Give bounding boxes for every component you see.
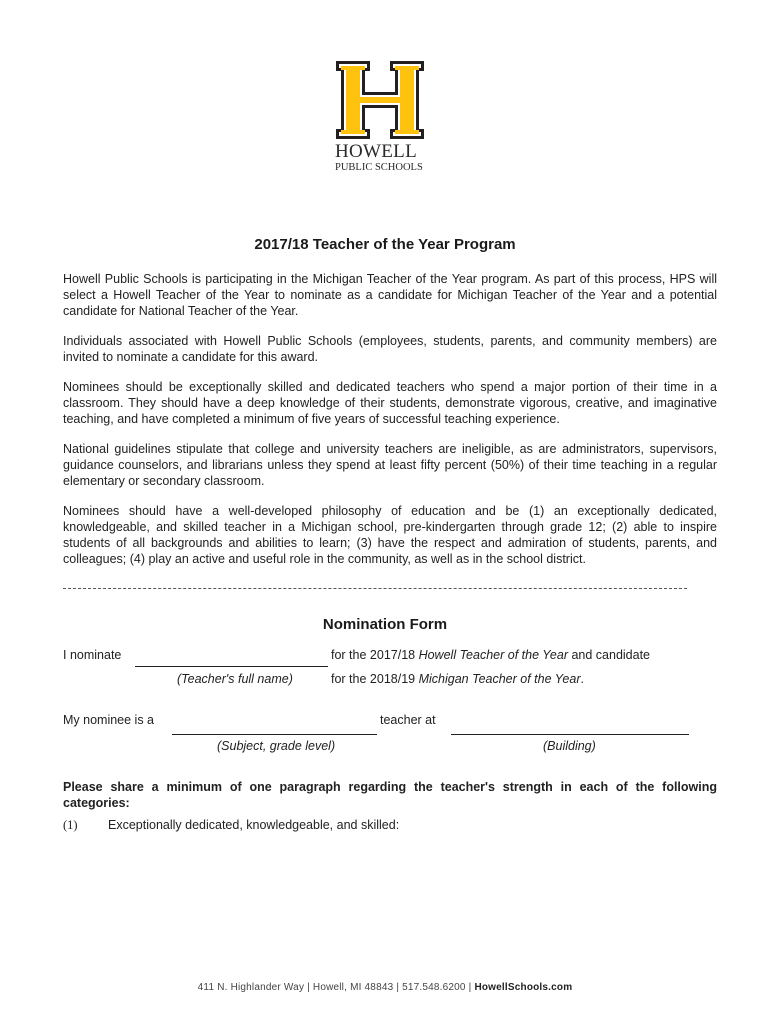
footer-contact [0,982,770,993]
howell-logo [333,60,429,174]
howell-h-logo-icon [335,60,425,140]
instructions-text: Please share a minimum of one paragraph regarding the teacher's strength in each of the following categories: [63,780,717,810]
philosophy-paragraph: Nominees should have a well-developed philosophy of education and be (1) an exceptionally dedicated, knowledgeable, and skilled teacher in a Michigan school, pre-kindergarten through grade 12; (2) able to inspire students of all backgrounds and abilities to learn; (3) have the respect and admiration of students, parents, and colleagues; (4) play an active and useful role in the community, as well as in the school district. [63,504,717,566]
category-number: (1) [63,818,78,832]
guidelines-paragraph: National guidelines stipulate that college and university teachers are ineligible, as are administrators, supervisors, guidance counselors, and librarians unless they spend at least fifty percent (50%) of their time teaching in a regular elementary or secondary classroom. [63,442,717,488]
for-line-michigan: for the 2018/19 Michigan Teacher of the Year. [331,672,584,686]
footer-address: 411 N. Highlander Way | Howell, MI 48843 | 517.548.6200 | [197,982,475,993]
nominee-skills-paragraph: Nominees should be exceptionally skilled and dedicated teachers who spend a major portion of their time in a classroom. They should have a deep knowledge of their students, demonstrate vigorous, creative, and imaginative teaching, and have completed a minimum of five years of successful teaching experience. [63,380,717,426]
nominate-label: I nominate [63,648,122,662]
building-field[interactable] [451,734,689,735]
subject-grade-field[interactable] [172,734,377,735]
building-caption: (Building) [543,739,596,753]
nominee-label: My nominee is a [63,713,155,727]
teacher-name-caption: (Teacher's full name) [177,672,293,686]
subject-caption: (Subject, grade level) [217,739,336,753]
category-label: Exceptionally dedicated, knowledgeable, and skilled: [108,818,400,832]
page-title: 2017/18 Teacher of the Year Program [254,236,516,253]
nomination-form-heading: Nomination Form [322,616,448,633]
footer-website-link[interactable]: HowellSchools.com [474,982,573,993]
teacher-at-label: teacher at [380,713,436,727]
section-divider [63,588,687,589]
teacher-name-field[interactable] [135,666,328,667]
logo-wordmark-public-schools: PUBLIC SCHOOLS [335,162,423,173]
logo-wordmark-howell: HOWELL [335,141,417,162]
for-line-howell: for the 2017/18 Howell Teacher of the Year and candidate [331,648,650,662]
eligibility-paragraph: Individuals associated with Howell Public Schools (employees, students, parents, and community members) are invited to nominate a candidate for this award. [63,334,717,364]
intro-paragraph: Howell Public Schools is participating in the Michigan Teacher of the Year program. As part of this process, HPS will select a Howell Teacher of the Year to nominate as a candidate for Michigan Teacher of the Year and a potential candidate for National Teacher of the Year. [63,272,717,318]
